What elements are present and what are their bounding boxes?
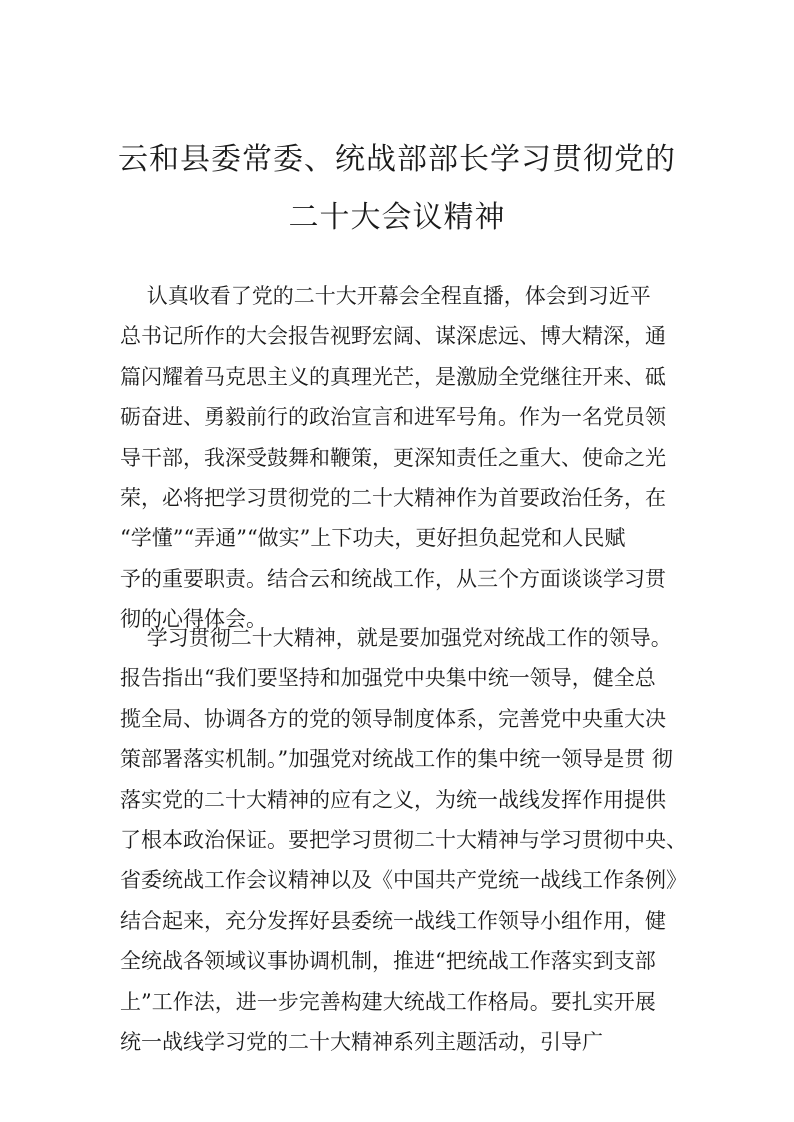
paragraph-line: 认真收看了党的二十大开幕会全程直播，体会到习近平 xyxy=(120,284,651,308)
document-title-line-1: 云和县委常委、统战部部长学习贯彻党的 xyxy=(118,142,676,177)
document-title-line-2: 二十大会议精神 xyxy=(288,200,506,235)
paragraph-line: 策部署落实机制。”加强党对统战工作的集中统一领导是贯 彻 xyxy=(120,747,673,772)
paragraph-line: 砺奋进、勇毅前行的政治宣言和进军号角。作为一名党员领 xyxy=(120,405,666,430)
paragraph-line: 予的重要职责。结合云和统战工作，从三个方面谈谈学习贯 xyxy=(120,566,666,591)
paragraph-line: 导干部，我深受鼓舞和鞭策，更深知责任之重大、使命之光 xyxy=(120,445,666,470)
paragraph-2 xyxy=(120,618,687,1062)
paragraph-line: 学习贯彻二十大精神，就是要加强党对统战工作的领导。 xyxy=(120,626,672,650)
paragraph-line: 揽全局、协调各方的党的领导制度体系，完善党中央重大决 xyxy=(120,706,666,731)
paragraph-line: “学懂”“弄通”“做实”上下功夫，更好担负起党和人民赋 xyxy=(120,526,626,551)
paragraph-line: 了根本政治保证。要把学习贯彻二十大精神与学习贯彻中央、 xyxy=(120,827,687,852)
paragraph-line: 彻的心得体会。 xyxy=(120,607,267,632)
paragraph-1 xyxy=(120,276,680,640)
paragraph-line: 省委统战工作会议精神以及《中国共产党统一战线工作条例》 xyxy=(120,868,687,893)
paragraph-line: 结合起来，充分发挥好县委统一战线工作领导小组作用，健 xyxy=(120,908,666,933)
paragraph-line: 落实党的二十大精神的应有之义，为统一战线发挥作用提供 xyxy=(120,787,666,812)
paragraph-line: 总书记所作的大会报告视野宏阔、谋深虑远、博大精深，通 xyxy=(120,324,666,349)
paragraph-line: 全统战各领域议事协调机制，推进“把统战工作落实到支部 xyxy=(120,949,656,974)
paragraph-line: 统一战线学习党的二十大精神系列主题活动，引导广 xyxy=(120,1029,603,1054)
paragraph-line: 篇闪耀着马克思主义的真理光芒，是激励全党继往开来、砥 xyxy=(120,364,666,389)
paragraph-line: 上”工作法，进一步完善构建大统战工作格局。要扎实开展 xyxy=(120,989,656,1014)
paragraph-line: 报告指出“我们要坚持和加强党中央集中统一领导，健全总 xyxy=(120,666,656,691)
paragraph-line: 荣，必将把学习贯彻党的二十大精神作为首要政治任务，在 xyxy=(120,485,666,510)
